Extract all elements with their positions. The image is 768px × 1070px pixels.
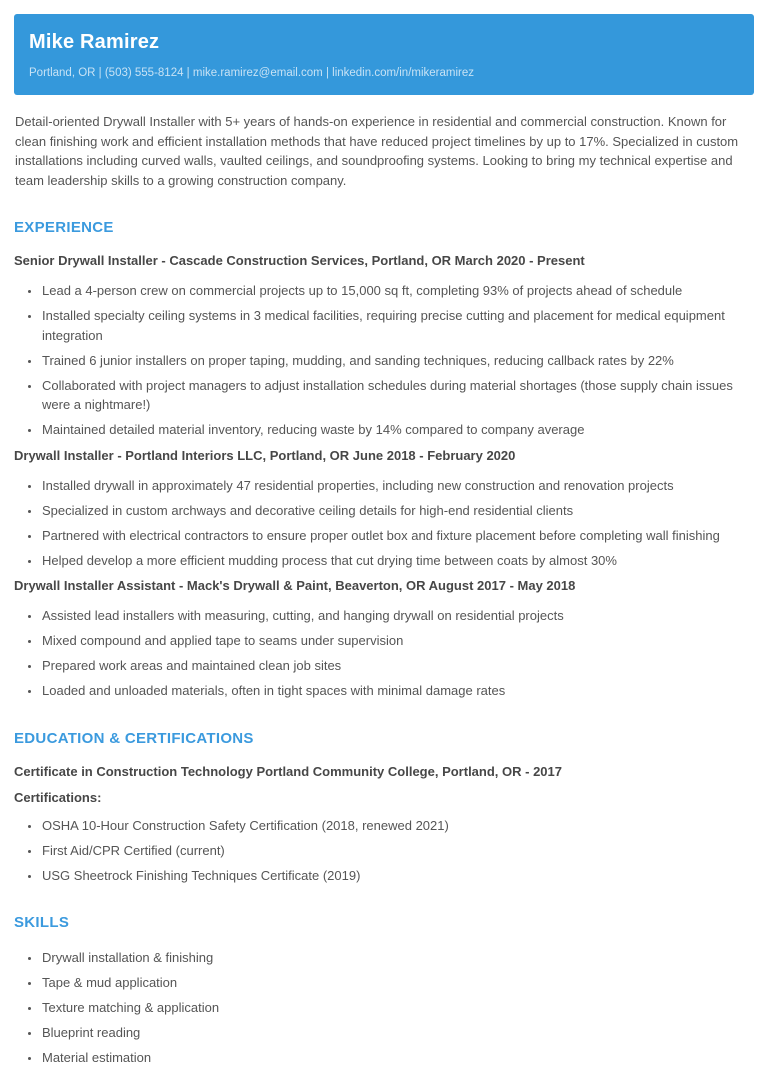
job-bullet-list <box>14 476 754 571</box>
bullet-item: • Installed specialty ceiling systems in 3 medical facilities, requiring precise cutting and placement for medical equipment integration <box>41 306 754 345</box>
bullet-item: • Tape & mud application <box>41 973 754 993</box>
bullet-item: • OSHA 10-Hour Construction Safety Certification (2018, renewed 2021) <box>41 816 754 836</box>
job-bullet-list <box>14 281 754 440</box>
education-degree: Certificate in Construction Technology Portland Community College, Portland, OR - 2017 <box>14 763 562 779</box>
job-entry-drywall-installer <box>14 448 754 571</box>
section-heading-education: EDUCATION & CERTIFICATIONS <box>14 729 254 747</box>
bullet-item: • USG Sheetrock Finishing Techniques Certificate (2019) <box>41 866 754 886</box>
bullet-item: • Partnered with electrical contractors to ensure proper outlet box and fixture placement before completing wall finishing <box>41 526 754 546</box>
bullet-item: • Helped develop a more efficient mudding process that cut drying time between coats by almost 30% <box>41 551 754 571</box>
bullet-item: • Specialized in custom archways and decorative ceiling details for high-end residential clients <box>41 501 754 521</box>
bullet-item: • Drywall installation & finishing <box>41 948 754 968</box>
section-heading-skills: SKILLS <box>14 914 70 931</box>
bullet-item: • Prepared work areas and maintained clean job sites <box>41 656 754 676</box>
bullet-item: • Blueprint reading <box>41 1023 754 1043</box>
bullet-item: • Collaborated with project managers to adjust installation schedules during material shortages (those supply chain issues were a nightmare!) <box>41 376 754 415</box>
job-title: Drywall Installer Assistant - Mack's Drywall & Paint, Beaverton, OR August 2017 - May 2018 <box>14 578 576 593</box>
bullet-item: • First Aid/CPR Certified (current) <box>41 841 754 861</box>
bullet-item: • Mixed compound and applied tape to seams under supervision <box>41 631 754 651</box>
contact-info: Portland, OR | (503) 555-8124 | mike.ramirez@email.com | linkedin.com/in/mikeramirez <box>29 67 475 79</box>
bullet-item: • Maintained detailed material inventory, reducing waste by 14% compared to company average <box>41 420 754 440</box>
bullet-item: • Lead a 4-person crew on commercial projects up to 15,000 sq ft, completing 93% of projects ahead of schedule <box>41 281 754 301</box>
bullet-item: • Texture matching & application <box>41 998 754 1018</box>
section-heading-experience: EXPERIENCE <box>14 219 114 236</box>
job-title: Senior Drywall Installer - Cascade Construction Services, Portland, OR March 2020 - Present <box>14 253 585 268</box>
certifications-list <box>14 816 754 886</box>
bullet-item: • Assisted lead installers with measuring, cutting, and hanging drywall on residential projects <box>41 606 754 626</box>
skills-list <box>14 948 754 1068</box>
bullet-item: • Trained 6 junior installers on proper taping, mudding, and sanding techniques, reducing callback rates by 22% <box>41 351 754 371</box>
job-title: Drywall Installer - Portland Interiors LLC, Portland, OR June 2018 - February 2020 <box>14 447 516 463</box>
job-bullet-list <box>14 606 754 701</box>
summary-paragraph: Detail-oriented Drywall Installer with 5+ years of hands-on experience in residential and commercial construction. Known for clean finishing work and efficient installation methods that have reduced project timelines by up to 17%. Specialized in custom installations including curved walls, vaulted ceilings, and soundproofing systems. Looking to bring my technical expertise and team leadership skills to a growing construction company. <box>15 114 739 188</box>
bullet-item: • Installed drywall in approximately 47 residential properties, including new construction and renovation projects <box>41 476 754 496</box>
bullet-item: • Loaded and unloaded materials, often in tight spaces with minimal damage rates <box>41 681 754 701</box>
job-entry-senior-installer <box>14 253 754 440</box>
job-entry-installer-assistant <box>14 578 754 701</box>
candidate-name: Mike Ramirez <box>29 31 160 53</box>
bullet-item: • Material estimation <box>41 1048 754 1068</box>
certifications-label: Certifications: <box>14 789 102 805</box>
resume-header <box>14 14 754 95</box>
